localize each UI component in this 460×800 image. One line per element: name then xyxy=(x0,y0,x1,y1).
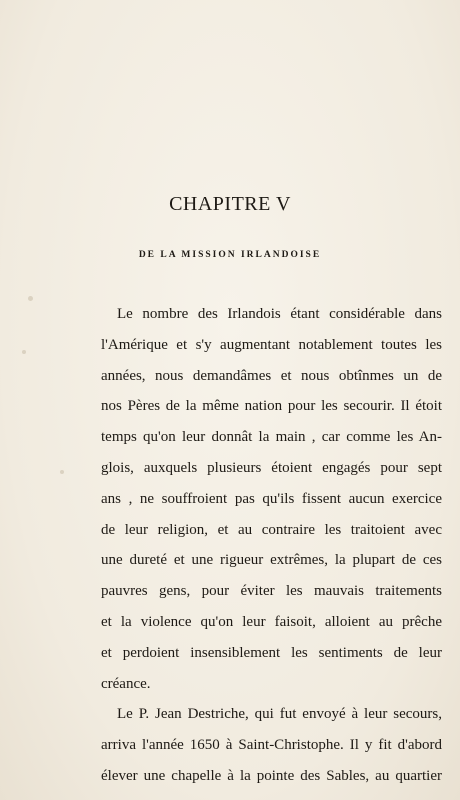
chapter-subtitle: DE LA MISSION IRLANDOISE xyxy=(138,250,322,260)
text-line: arriva l'année 1650 à Saint-Christophe. Il y fit d'abord xyxy=(101,737,442,754)
text-line: élever une chapelle à la pointe des Sables, au quartier xyxy=(101,767,442,784)
text-line: années, nous demandâmes et nous obtînmes un de xyxy=(101,367,442,384)
text-line: l'Amérique et s'y augmentant notablement toutes les xyxy=(101,336,442,353)
text-line: temps qu'on leur donnât la main , car comme les An- xyxy=(101,429,442,446)
text-line: une dureté et une rigueur extrêmes, la plupart de ces xyxy=(101,552,442,569)
text-line: de leur religion, et au contraire les traitoient avec xyxy=(101,521,442,538)
body-text xyxy=(101,299,442,792)
paper-stain xyxy=(28,296,33,301)
text-line: et perdoient insensiblement les sentiments de leur xyxy=(101,644,442,661)
chapter-title: CHAPITRE V xyxy=(169,193,291,215)
text-line: pauvres gens, pour éviter les mauvais traitements xyxy=(101,583,442,600)
paper-stain xyxy=(22,350,26,354)
text-line: nos Pères de la même nation pour les secourir. Il étoit xyxy=(101,398,442,415)
text-line: Le P. Jean Destriche, qui fut envoyé à leur secours, xyxy=(117,706,442,723)
text-line: Le nombre des Irlandois étant considérable dans xyxy=(117,306,442,322)
paper-stain xyxy=(60,470,64,474)
text-line: créance. xyxy=(101,675,151,692)
text-line: ans , ne souffroient pas qu'ils fissent aucun exercice xyxy=(101,490,442,507)
text-line: et la violence qu'on leur faisoit, alloient au prêche xyxy=(101,613,442,630)
text-line: glois, auxquels plusieurs étoient engagés pour sept xyxy=(101,459,442,476)
